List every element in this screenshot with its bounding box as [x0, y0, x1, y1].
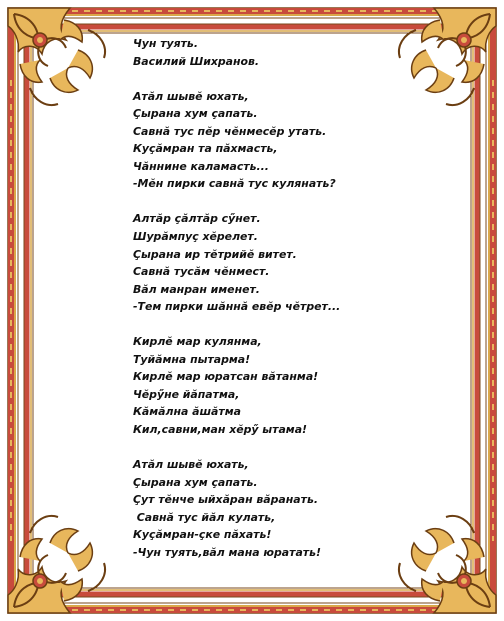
poem-author: Василий Шихранов.: [133, 54, 260, 68]
poem-text: [133, 35, 433, 561]
poem-line: Савнӑ тусӑм чӗнмест.: [133, 265, 270, 279]
stanza-3: [133, 333, 433, 438]
poem-line: Ҫырана ир тӗтрийӗ витет.: [133, 247, 297, 261]
stanza-4: [133, 456, 433, 561]
poem-line: Куҫӑмран та пӑхмасть,: [133, 142, 278, 156]
poem-line: Чӗрӳне йӑпатма,: [133, 387, 240, 401]
poem-line: Савнӑ тус йӑл кулать,: [133, 510, 276, 524]
poem-line: Ҫырана хум ҫапать.: [133, 107, 258, 121]
poem-line: Атӑл шывӗ юхать,: [133, 458, 249, 472]
poem-line: Атӑл шывӗ юхать,: [133, 89, 249, 103]
poem-line: Кӑмӑлна ӑшӑтма: [133, 405, 241, 419]
poem-line: Ҫырана хум ҫапать.: [133, 475, 258, 489]
poem-line: Кирлӗ мар юратсан вӑтанма!: [133, 370, 319, 384]
poem-line: Алтӑр ҫӑлтӑр сӳнет.: [133, 212, 261, 226]
corner-ornament-top-left: [8, 8, 105, 105]
poem-line: Шурӑмпуҫ хӗрелет.: [133, 230, 258, 244]
poem-title: Чун туять.: [133, 37, 198, 50]
stanza-1: [133, 88, 433, 193]
poem-line: Ҫут тӗнче ыйхӑран вӑранать.: [133, 493, 318, 507]
poem-line: Вӑл манран именет.: [133, 282, 260, 296]
poem-line: -Мӗн пирки савнӑ тус кулянать?: [133, 177, 336, 191]
poem-line: Туйӑмна пытарма!: [133, 352, 251, 366]
stanza-2: [133, 210, 433, 315]
poem-line: Кил,савни,ман хӗрӳ ытама!: [133, 423, 308, 437]
poem-line: Чӑннине каламасть...: [133, 159, 269, 173]
poem-line: -Чун туять,вӑл мана юратать!: [133, 545, 321, 559]
poem-line: Савнӑ тус пӗр чӗнмесӗр утать.: [133, 124, 327, 138]
poem-line: Кирлӗ мар кулянма,: [133, 335, 262, 349]
poem-line: Куҫӑмран-ҫке пӑхать!: [133, 528, 272, 542]
poem-line: -Тем пирки шӑннӑ евӗр чӗтрет...: [133, 300, 341, 314]
